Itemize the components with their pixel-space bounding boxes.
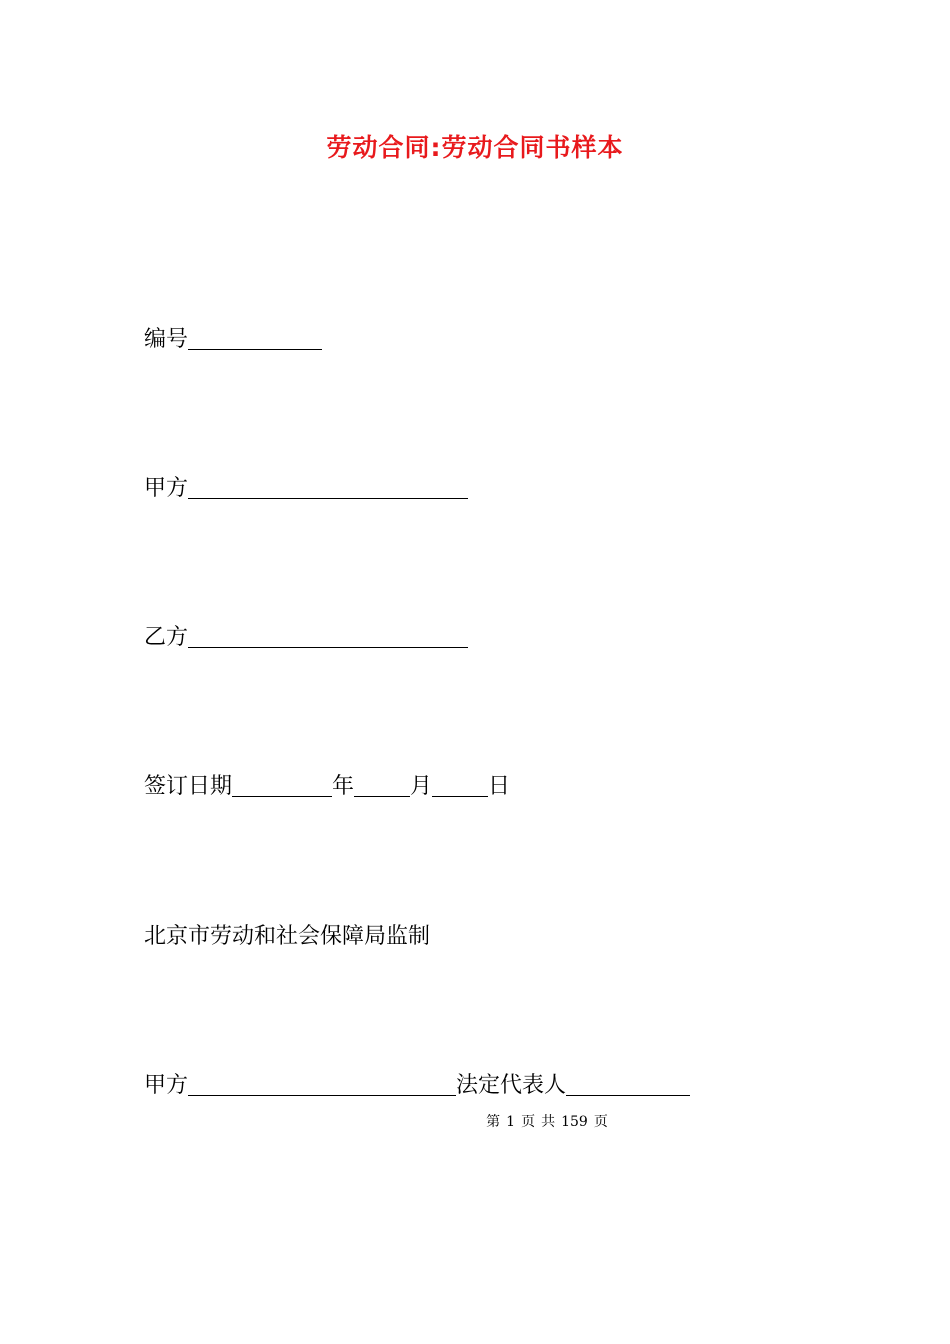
party-b-row (144, 621, 468, 655)
footer-page-number: 1 (506, 1114, 516, 1130)
sign-date-label: 签订日期 (144, 774, 233, 799)
party-a-blank-2 (188, 1075, 456, 1096)
footer-total-unit: 页 (593, 1114, 608, 1130)
year-label: 年 (332, 774, 355, 799)
year-blank (232, 776, 332, 797)
page-footer (0, 1112, 950, 1132)
legal-rep-blank (566, 1075, 690, 1096)
sign-date-row (144, 770, 510, 804)
party-a-label: 甲方 (144, 476, 189, 501)
number-row (144, 323, 322, 357)
month-label: 月 (410, 774, 433, 799)
number-blank (188, 329, 322, 350)
party-a-row (144, 472, 468, 506)
month-blank (354, 776, 410, 797)
document-title: 劳动合同:劳动合同书样本 (326, 133, 624, 162)
number-label: 编号 (144, 327, 189, 352)
legal-rep-label: 法定代表人 (456, 1073, 567, 1098)
footer-total-prefix: 共 (541, 1114, 556, 1130)
issuer-row (144, 920, 430, 954)
party-b-blank (188, 627, 468, 648)
party-a-legal-row (144, 1069, 690, 1103)
footer-total-pages: 159 (561, 1114, 588, 1130)
party-b-label: 乙方 (144, 625, 189, 650)
party-a-label-2: 甲方 (144, 1073, 189, 1098)
day-label: 日 (488, 774, 511, 799)
day-blank (432, 776, 488, 797)
party-a-blank (188, 478, 468, 499)
footer-page-unit: 页 (521, 1114, 536, 1130)
footer-prefix: 第 (486, 1114, 501, 1130)
issuer-text: 北京市劳动和社会保障局监制 (144, 924, 431, 949)
